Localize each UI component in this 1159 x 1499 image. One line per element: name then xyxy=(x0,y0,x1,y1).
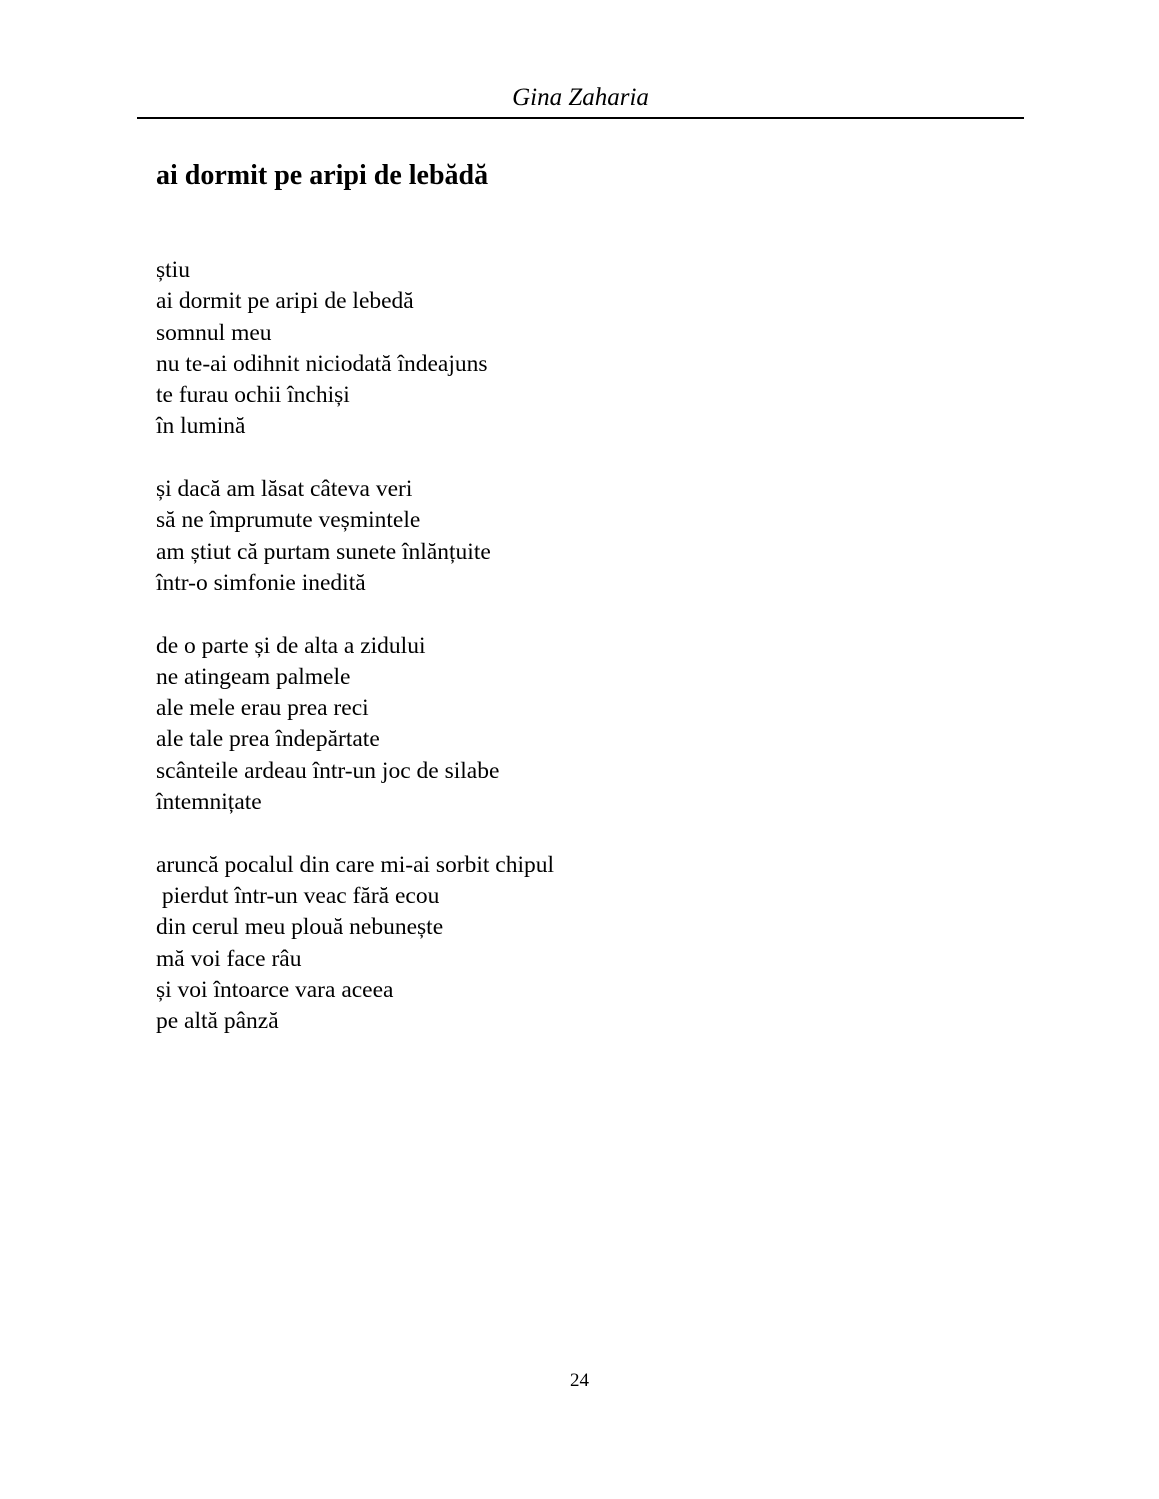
stanza-4 xyxy=(156,850,956,1038)
poem-title: ai dormit pe aripi de lebădă xyxy=(156,160,489,191)
poem-line: mă voi face râu xyxy=(156,945,302,972)
poem-line: și dacă am lăsat câteva veri xyxy=(156,476,413,503)
poem-line: din cerul meu plouă nebunește xyxy=(156,914,444,941)
poem-line: și voi întoarce vara aceea xyxy=(156,976,394,1003)
poem-line: te furau ochii închiși xyxy=(156,382,350,409)
poem-line: scânteile ardeau într-un joc de silabe xyxy=(156,757,500,784)
poem-line: ai dormit pe aripi de lebedă xyxy=(156,288,414,315)
poem-line: într-o simfonie inedită xyxy=(156,569,366,596)
stanza-3 xyxy=(156,631,956,819)
poem-line: somnul meu xyxy=(156,319,272,346)
poem-line: știu xyxy=(156,257,190,283)
poem-line: aruncă pocalul din care mi-ai sorbit chipul xyxy=(156,851,555,878)
poem-line: ne atingeam palmele xyxy=(156,663,351,690)
poem-line: în lumină xyxy=(156,413,246,440)
stanza-1 xyxy=(156,255,956,443)
poem-line: pierdut într-un veac fără ecou xyxy=(156,882,440,909)
running-header-author: Gina Zaharia xyxy=(512,84,649,111)
poem-line: pe altă pânză xyxy=(156,1008,279,1035)
poem-line: să ne împrumute veșmintele xyxy=(156,507,421,534)
poem-line: nu te-ai odihnit niciodată îndeajuns xyxy=(156,350,488,377)
poem-line: de o parte și de alta a zidului xyxy=(156,632,426,659)
poem-line: ale mele erau prea reci xyxy=(156,695,369,722)
poem-line: am știut că purtam sunete înlănțuite xyxy=(156,538,491,565)
poem-body xyxy=(156,255,956,1069)
poem-line: ale tale prea îndepărtate xyxy=(156,726,380,753)
header-rule xyxy=(137,117,1024,119)
page-number: 24 xyxy=(570,1370,589,1391)
poem-line: întemnițate xyxy=(156,789,262,816)
stanza-2 xyxy=(156,474,956,599)
